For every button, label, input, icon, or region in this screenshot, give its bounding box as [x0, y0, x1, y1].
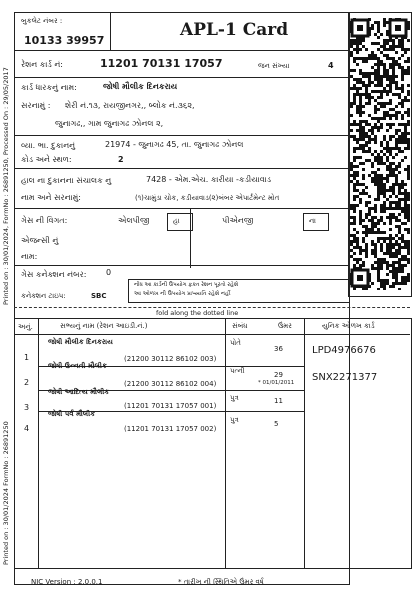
row-4-name: જોષી પર્વ મૌલીક	[48, 410, 96, 418]
row-1-uid: LPD4976676	[312, 345, 376, 356]
row-4-serial: 4	[24, 424, 30, 433]
th-serial: અનું.	[18, 323, 33, 331]
ration-card-label: રેશન કાર્ડ નં:	[21, 60, 64, 69]
note-line-2: આ ઓળખ ની ઉપયોગ પ્રાપ્ય્યતિ રહેશે નહીં	[134, 291, 231, 297]
qr-code	[350, 18, 410, 290]
row-2-id: (21200 30112 86102 004)	[124, 380, 217, 388]
shop-label: વ્યા. ભા. દુકાનનું	[21, 141, 76, 150]
connection-type-value: SBC	[91, 292, 107, 300]
row-2-dob: * 01/01/2011	[258, 380, 295, 386]
connection-label: ગેસ કનેક્શન નંબર:	[21, 270, 87, 279]
ration-rule	[14, 77, 348, 78]
row-1-relation: પોતે	[230, 339, 241, 347]
side-printed-text-bottom: Printed on : 30/01/2024 FormNo : 26891250	[2, 421, 10, 565]
row-3-serial: 3	[24, 403, 30, 412]
row-2-serial: 2	[24, 378, 30, 387]
png-value-box	[303, 213, 329, 231]
lpg-value: હા	[173, 217, 180, 225]
fold-dotted-line	[14, 307, 410, 308]
connection-type-label: કનેક્શન ટાઇપ:	[21, 292, 66, 300]
row-3-age: 11	[274, 397, 283, 405]
col-divider-1	[38, 318, 39, 568]
row-3-relation: પુત્ર	[230, 394, 239, 402]
png-value: ના	[309, 217, 316, 225]
connection-value: 0	[106, 268, 112, 277]
current-shop-label: હાલ ના દુકાનના સંચાલક નુ	[21, 176, 112, 185]
name-address-value: (૧)ચામુંડા ચોક, કડીયાવાડ(૨)બંબર એપાર્ટમેન્ટ મોત	[135, 194, 280, 202]
row-4-relation: પુત્ર	[230, 416, 239, 424]
ration-card-number: 11201 70131 17057	[100, 57, 223, 70]
note-line-1: નોંધ આ કાર્ડની ઉપયોગ ફક્ત રેશન પૂરતો રહેશે	[134, 282, 239, 288]
code-value: 2	[118, 155, 124, 164]
booklet-number: 10133 39957	[24, 34, 105, 47]
row-1-name: જોષી મૌલીક દિનકરાય	[48, 338, 113, 346]
address-label: સરનામું :	[21, 101, 51, 110]
agency-label: એજન્સી નું	[21, 236, 59, 245]
th-unique-id: યુનિક ઓળખ કાર્ડ	[322, 322, 375, 330]
row-2-relation: પત્ની	[230, 367, 245, 375]
col-divider-3	[304, 318, 305, 568]
star-note: * તારીખ ની સ્થિતિએ ઉંમર વર્ષ	[178, 578, 264, 586]
gas-column-divider	[190, 208, 191, 268]
th-relation: સંબંધ	[232, 322, 248, 330]
row-2-name: જોષી ઉન્નતી મૌલીક	[48, 362, 107, 370]
row-1-serial: 1	[24, 353, 30, 362]
name-address-label: નામ અને સરનામું:	[21, 193, 81, 202]
nic-version: NIC Version : 2.0.0.1	[31, 578, 103, 586]
row-2-age: 29	[274, 371, 283, 379]
col-divider-2	[225, 318, 226, 568]
row-1-age: 36	[274, 345, 283, 353]
fold-text: fold along the dotted line	[156, 309, 239, 317]
row-3-id: (11201 70131 17057 001)	[124, 402, 217, 410]
code-label: કોડ અને સ્થળ:	[21, 155, 72, 164]
shop-value: 21974 - જુનાગઢ 45, તા. જુનાગઢ ઝોનલ	[105, 140, 244, 149]
th-age: ઉંમર	[278, 322, 292, 330]
booklet-divider	[110, 12, 111, 50]
gas-details-label: ગેસ ની વિગત:	[21, 216, 68, 225]
address-line-2: જુનાગઢ,, ગામ જુનાગઢ ઝોનલ ૨,	[55, 119, 164, 128]
members-label: જન સંખ્યા	[258, 62, 290, 70]
holder-name: જોષી મૌલીક દિનકરાય	[103, 82, 178, 91]
th-member-name: સભ્યનું નામ (રેશન આઇડી.નં.)	[60, 322, 148, 330]
note-box	[128, 279, 350, 303]
header-rule	[14, 50, 348, 51]
row-4-age: 5	[274, 420, 279, 428]
lpg-label: એલપીજી	[118, 216, 150, 225]
current-shop-rule	[14, 208, 348, 209]
row-3-name: જોષી આદિત્ય મૌલીક	[48, 388, 110, 396]
png-label: પીએનજી	[222, 216, 254, 225]
address-line-1: શેરી નં.૧૩, રાયજીનગર,, બ્લોક નં.૩૬૨,	[65, 101, 195, 110]
row-2-uid: SNX2271377	[312, 372, 378, 383]
gas-rule	[14, 265, 348, 266]
address-rule	[14, 135, 348, 136]
row-1-id: (21200 30112 86102 003)	[124, 355, 217, 363]
current-shop-value: 7428 - એમ.એચ. કારીયા -કડીયાવાડ	[146, 175, 272, 184]
card-title: APL-1 Card	[180, 20, 289, 40]
header-row-rule	[14, 334, 410, 335]
booklet-label: બુકલેટ નંબર :	[21, 17, 63, 25]
qr-code-graphic	[350, 18, 410, 290]
shop-rule	[14, 168, 348, 169]
row-4-id: (11201 70131 17057 002)	[124, 425, 217, 433]
agency-name-label: નામ:	[21, 252, 38, 261]
side-printed-text-top: Printed on : 30/01/2024, FormNo : 26891250, Processed On : 29/05/2017	[2, 67, 10, 305]
holder-label: કાર્ડ ધારકનું નામ:	[21, 83, 77, 92]
members-count: 4	[328, 61, 334, 70]
